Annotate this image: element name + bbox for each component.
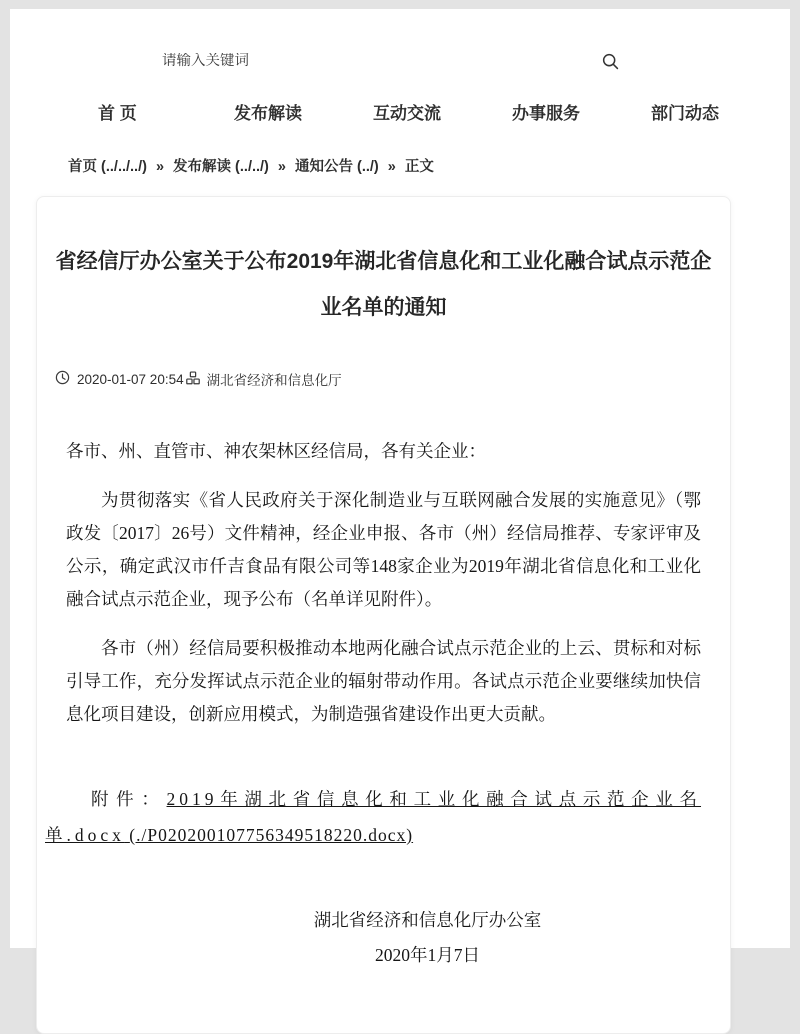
breadcrumb-notices[interactable]: 通知公告 (../): [294, 159, 379, 175]
signature-org: 湖北省经济和信息化厅办公室: [313, 910, 542, 931]
article-body: [51, 435, 716, 731]
signature-date: 2020年1月7日: [375, 945, 480, 966]
nav-item-home[interactable]: 首 页: [98, 104, 137, 123]
main-nav: [10, 99, 790, 124]
publish-datetime: 2020-01-07 20:54: [77, 371, 184, 387]
attachment-file-name: 2019年湖北省信息化和工业化融合试点示范企业名单.docx: [45, 789, 702, 846]
signature-block: [51, 903, 716, 973]
breadcrumb-separator: »: [387, 159, 396, 175]
article-title: 省经信厅办公室关于公布2019年湖北省信息化和工业化融合试点示范企业名单的通知: [55, 250, 712, 320]
attachment-row: [45, 781, 701, 853]
article-meta: [51, 369, 716, 389]
page: [10, 9, 790, 966]
breadcrumb-separator: »: [277, 159, 286, 175]
paragraph-body-2: 各市（州）经信局要积极推动本地两化融合试点示范企业的上云、贯标和对标引导工作，充分发挥试点示范企业的辐射带动作用。各试点示范企业要继续加快信息化项目建设，创新应用模式，为制造强省建设作出更大贡献。: [66, 638, 701, 725]
publish-source: 湖北省经济和信息化厅: [206, 373, 342, 389]
nav-item-interaction[interactable]: 互动交流: [373, 104, 441, 123]
breadcrumb-releases[interactable]: 发布解读 (../../): [173, 159, 269, 175]
search-bar: [162, 49, 620, 73]
search-icon: [601, 59, 620, 74]
nav-item-departments[interactable]: 部门动态: [651, 104, 719, 123]
organization-icon: [186, 371, 200, 388]
nav-item-releases[interactable]: 发布解读: [234, 104, 302, 123]
paragraph-body-1: 为贯彻落实《省人民政府关于深化制造业与互联网融合发展的实施意见》（鄂政发〔2017〕26号）文件精神，经企业申报、各市（州）经信局推荐、专家评审及公示，确定武汉市仟吉食品有限公司等148家企业为2019年湖北省信息化和工业化融合试点示范企业，现予公布（名单详见附件）。: [66, 490, 701, 610]
search-button[interactable]: [601, 52, 620, 71]
breadcrumb-current: 正文: [404, 159, 434, 175]
paragraph-salutation: 各市、州、直管市、神农架林区经信局，各有关企业：: [66, 441, 486, 462]
nav-item-services[interactable]: 办事服务: [512, 104, 580, 123]
breadcrumb-separator: »: [155, 159, 165, 175]
clock-icon: [55, 370, 70, 388]
search-input[interactable]: [162, 53, 502, 69]
breadcrumb: [68, 155, 790, 176]
breadcrumb-home[interactable]: 首页 (../../../): [68, 159, 147, 175]
article-card: [36, 196, 731, 1034]
attachment-label: 附件：: [91, 789, 167, 810]
attachment-file-url: (./P020200107756349518220.docx): [129, 825, 414, 846]
